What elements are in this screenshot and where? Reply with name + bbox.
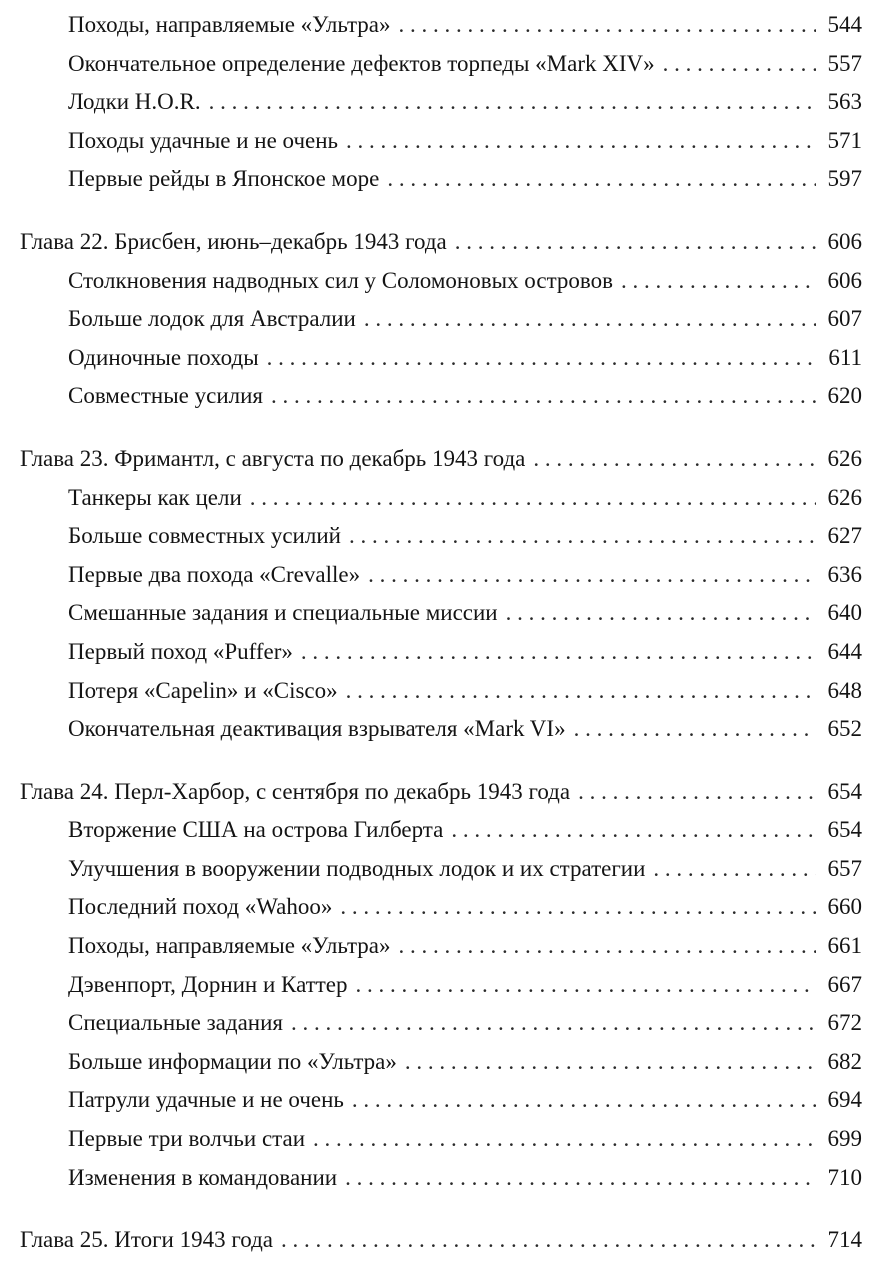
toc-entry bbox=[0, 850, 886, 889]
toc-entry bbox=[0, 6, 886, 45]
toc-entry bbox=[0, 45, 886, 84]
toc-entry-page: 607 bbox=[827, 306, 862, 332]
dot-leader bbox=[399, 927, 817, 966]
chapter-title: Глава 24. Перл-Харбор, с сентября по декабрь 1943 года bbox=[20, 778, 571, 804]
toc-entry bbox=[0, 888, 886, 927]
dot-leader bbox=[313, 1120, 816, 1159]
toc-entry bbox=[0, 1043, 886, 1082]
toc-entry-title: Окончательная деактивация взрывателя «Mark VI» bbox=[68, 716, 566, 742]
dot-leader bbox=[399, 6, 817, 45]
toc-entry-page: 699 bbox=[827, 1126, 862, 1152]
toc-entry-page: 544 bbox=[827, 12, 862, 37]
toc-entry bbox=[0, 479, 886, 518]
toc-entry bbox=[0, 1159, 886, 1198]
toc-entry bbox=[0, 517, 886, 556]
dot-leader bbox=[578, 773, 816, 812]
toc-entry bbox=[0, 594, 886, 633]
toc-entry-page: 672 bbox=[827, 1010, 862, 1036]
toc-entry bbox=[0, 1120, 886, 1159]
dot-leader bbox=[387, 160, 816, 199]
toc-entry bbox=[0, 966, 886, 1005]
toc-entry-page: 626 bbox=[827, 484, 862, 510]
toc-entry-title: Больше лодок для Австралии bbox=[68, 306, 356, 332]
toc-entry-title: Улучшения в вооружении подводных лодок и их стратегии bbox=[68, 855, 646, 881]
toc-entry bbox=[0, 339, 886, 378]
toc-entry bbox=[0, 710, 886, 749]
toc-entry-title: Дэвенпорт, Дорнин и Каттер bbox=[68, 971, 348, 997]
dot-leader bbox=[506, 594, 816, 633]
chapter-22 bbox=[0, 223, 886, 416]
toc-entry-page: 652 bbox=[827, 716, 862, 742]
toc-entry-title: Вторжение США на острова Гилберта bbox=[68, 817, 444, 843]
toc-entry-title: Потеря «Capelin» и «Cisco» bbox=[68, 677, 338, 703]
dot-leader bbox=[209, 83, 816, 122]
dot-leader bbox=[621, 262, 816, 301]
toc-entry-title: Больше информации по «Ультра» bbox=[68, 1048, 397, 1074]
toc-entry-page: 620 bbox=[827, 383, 862, 409]
toc-entry-page: 657 bbox=[827, 855, 862, 881]
chapter-heading bbox=[0, 773, 886, 812]
dot-leader bbox=[405, 1043, 816, 1082]
chapter-page: 606 bbox=[827, 228, 862, 254]
dot-leader bbox=[301, 633, 816, 672]
dot-leader bbox=[291, 1004, 816, 1043]
toc-entry-page: 606 bbox=[827, 267, 862, 293]
toc-entry bbox=[0, 672, 886, 711]
dot-leader bbox=[349, 517, 816, 556]
toc-entry-page: 557 bbox=[827, 50, 862, 76]
toc-entry-title: Танкеры как цели bbox=[68, 484, 242, 510]
toc-entry-page: 644 bbox=[827, 638, 862, 664]
toc-entry-title: Изменения в командовании bbox=[68, 1164, 338, 1190]
dot-leader bbox=[455, 223, 816, 262]
toc-entry-title: Одиночные походы bbox=[68, 344, 259, 370]
dot-leader bbox=[663, 45, 816, 84]
dot-leader bbox=[340, 888, 816, 927]
dot-leader bbox=[267, 339, 816, 378]
toc-entry-title: Последний поход «Wahoo» bbox=[68, 894, 333, 920]
toc-entry-page: 661 bbox=[827, 933, 862, 959]
chapter-25 bbox=[0, 1221, 886, 1260]
intro-section bbox=[0, 6, 886, 199]
toc-entry-title: Совместные усилия bbox=[68, 383, 264, 409]
toc-entry-title: Смешанные задания и специальные миссии bbox=[68, 600, 498, 626]
dot-leader bbox=[346, 122, 816, 161]
toc-entry bbox=[0, 300, 886, 339]
toc-entry-title: Специальные задания bbox=[68, 1010, 283, 1036]
toc-entry-page: 640 bbox=[827, 600, 862, 626]
toc-entry bbox=[0, 83, 886, 122]
toc-entry-title: Первые два похода «Crevalle» bbox=[68, 561, 361, 587]
dot-leader bbox=[451, 811, 816, 850]
dot-leader bbox=[352, 1081, 816, 1120]
toc-entry-title: Походы, направляемые «Ультра» bbox=[68, 12, 391, 37]
dot-leader bbox=[250, 479, 816, 518]
toc-entry bbox=[0, 262, 886, 301]
toc-entry bbox=[0, 122, 886, 161]
toc-entry-page: 597 bbox=[827, 166, 862, 192]
toc-entry bbox=[0, 1081, 886, 1120]
toc-entry-page: 660 bbox=[827, 894, 862, 920]
dot-leader bbox=[368, 556, 816, 595]
dot-leader bbox=[346, 672, 816, 711]
toc-entry-page: 694 bbox=[827, 1087, 862, 1113]
dot-leader bbox=[281, 1221, 816, 1260]
toc-entry bbox=[0, 377, 886, 416]
toc-entry-page: 611 bbox=[828, 344, 862, 370]
toc-entry-page: 648 bbox=[827, 677, 862, 703]
dot-leader bbox=[345, 1159, 816, 1198]
dot-leader bbox=[533, 440, 816, 479]
dot-leader bbox=[364, 300, 816, 339]
toc-entry bbox=[0, 1004, 886, 1043]
chapter-title: Глава 25. Итоги 1943 года bbox=[20, 1227, 273, 1253]
chapter-heading bbox=[0, 1221, 886, 1260]
toc-entry bbox=[0, 811, 886, 850]
chapter-title: Глава 22. Брисбен, июнь–декабрь 1943 года bbox=[20, 228, 447, 254]
toc-entry-page: 667 bbox=[827, 971, 862, 997]
table-of-contents bbox=[0, 6, 886, 1284]
toc-entry-page: 563 bbox=[827, 89, 862, 115]
toc-entry-page: 636 bbox=[827, 561, 862, 587]
chapter-heading bbox=[0, 440, 886, 479]
dot-leader bbox=[574, 710, 816, 749]
chapter-24 bbox=[0, 773, 886, 1198]
toc-entry-page: 627 bbox=[827, 523, 862, 549]
toc-entry-page: 710 bbox=[827, 1164, 862, 1190]
toc-entry-title: Столкновения надводных сил у Соломоновых островов bbox=[68, 267, 613, 293]
dot-leader bbox=[356, 966, 816, 1005]
toc-entry-page: 654 bbox=[827, 817, 862, 843]
toc-entry bbox=[0, 556, 886, 595]
toc-entry-title: Окончательное определение дефектов торпеды «Mark XIV» bbox=[68, 50, 655, 76]
toc-entry-page: 682 bbox=[827, 1048, 862, 1074]
chapter-23 bbox=[0, 440, 886, 749]
toc-entry-title: Первый поход «Puffer» bbox=[68, 638, 293, 664]
toc-entry-title: Первые три волчьи стаи bbox=[68, 1126, 306, 1152]
toc-entry-title: Первые рейды в Японское море bbox=[68, 166, 380, 192]
toc-entry bbox=[0, 160, 886, 199]
chapter-page: 714 bbox=[827, 1227, 862, 1253]
toc-entry-page: 571 bbox=[827, 127, 862, 153]
chapter-page: 654 bbox=[827, 778, 862, 804]
chapter-heading bbox=[0, 223, 886, 262]
toc-entry-title: Походы, направляемые «Ультра» bbox=[68, 933, 391, 959]
toc-entry-title: Лодки H.O.R. bbox=[68, 89, 201, 115]
chapter-title: Глава 23. Фримантл, с августа по декабрь 1943 года bbox=[20, 445, 526, 471]
toc-entry bbox=[0, 927, 886, 966]
toc-entry-title: Больше совместных усилий bbox=[68, 523, 341, 549]
toc-entry bbox=[0, 633, 886, 672]
dot-leader bbox=[271, 377, 816, 416]
dot-leader bbox=[653, 850, 816, 889]
toc-entry-title: Походы удачные и не очень bbox=[68, 127, 339, 153]
toc-entry-title: Патрули удачные и не очень bbox=[68, 1087, 344, 1113]
chapter-page: 626 bbox=[827, 445, 862, 471]
